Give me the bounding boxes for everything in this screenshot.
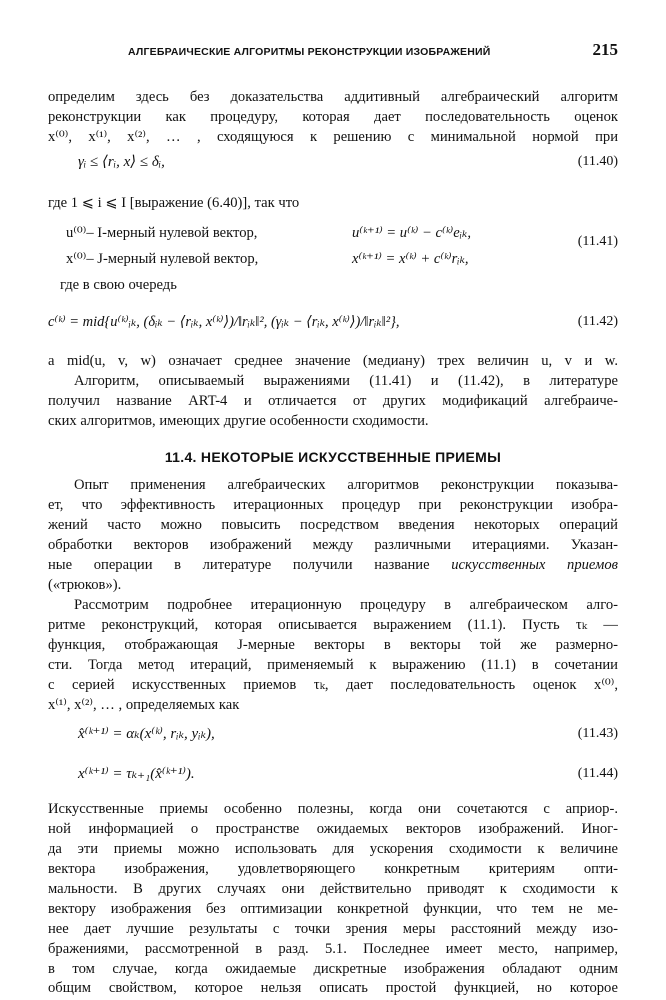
text-line: функция, отображающая J-мерные векторы в векторы той же размерно-: [48, 637, 618, 653]
text-line: а mid(u, v, w) означает среднее значение (медиану) трех величин u, v и w.: [48, 353, 618, 369]
equation-number: (11.43): [577, 726, 618, 741]
equation-row: x⁽ᵏ⁺¹⁾ = x⁽ᵏ⁾ + c⁽ᵏ⁾rᵢₖ,: [352, 251, 469, 267]
text-line: Опыт применения алгебраических алгоритмов реконструкции показыва-: [74, 477, 618, 493]
text-line: реконструкции как процедуру, которая дает последовательность оценок: [48, 109, 618, 125]
equation-11-42: [48, 310, 618, 334]
text-line: общим свойством, которое нельзя описать простой функцией, но которое: [48, 980, 618, 996]
equation-expression: x̂⁽ᵏ⁺¹⁾ = αₖ(x⁽ᵏ⁾, rᵢₖ, yᵢₖ),: [78, 726, 215, 742]
text-line: вектора изображения, удовлетворяющего конкретным критериям опти-: [48, 861, 618, 877]
equation-expression: γᵢ ≤ ⟨rᵢ, x⟩ ≤ δᵢ,: [78, 154, 165, 170]
text-line: Алгоритм, описываемый выражениями (11.41) и (11.42), в литературе: [74, 373, 618, 389]
equation-row: u⁽⁰⁾– I-мерный нулевой вектор,: [66, 225, 258, 241]
text-line: бражениями, рассмотренной в разд. 5.1. Последнее имеет место, например,: [48, 941, 618, 957]
text-line: ских алгоритмов, имеющих другие особенности сходимости.: [48, 413, 429, 429]
page-header: [48, 40, 618, 64]
text-line: Искусственные приемы особенно полезны, когда они сочетаются с априор-.: [48, 801, 618, 817]
emphasized-term: искусственных приемов: [451, 557, 618, 573]
text-line: получил название ART-4 и отличается от других модификаций алгебраиче-: [48, 393, 618, 409]
text-line: x⁽⁰⁾, x⁽¹⁾, x⁽²⁾, … , сходящуюся к решению с минимальной нормой при: [48, 129, 618, 145]
equation-expression: c⁽ᵏ⁾ = mid{u⁽ᵏ⁾ᵢₖ, (δᵢₖ − ⟨rᵢₖ, x⁽ᵏ⁾⟩)/‖rᵢₖ‖², (γᵢₖ − ⟨rᵢₖ, x⁽ᵏ⁾⟩)/‖rᵢₖ‖²},: [48, 314, 400, 330]
equation-11-40: [48, 150, 618, 174]
equation-row: u⁽ᵏ⁺¹⁾ = u⁽ᵏ⁾ − c⁽ᵏ⁾eᵢₖ,: [352, 225, 472, 241]
text-line: Рассмотрим подробнее итерационную процедуру в алгебраическом алго-: [74, 597, 618, 613]
text-line: где в свою очередь: [60, 277, 177, 293]
equation-number: (11.40): [577, 154, 618, 169]
equation-row: x⁽⁰⁾– J-мерный нулевой вектор,: [66, 251, 259, 267]
text-line: вектору изображения без оптимизации конкретной функции, что тем не ме-: [48, 901, 618, 917]
equation-expression: x⁽ᵏ⁺¹⁾ = τₖ₊₁(x̂⁽ᵏ⁺¹⁾).: [78, 766, 195, 782]
equation-number: (11.41): [577, 234, 618, 249]
text-line: ной информацией о пространстве ожидаемых векторов изображений. Иног-: [48, 821, 618, 837]
text-line: где 1 ⩽ i ⩽ I [выражение (6.40)], так что: [48, 195, 300, 211]
text-line: да эти приемы можно использовать для ускорения сходимости к величине: [48, 841, 618, 857]
text-line: определим здесь без доказательства аддитивный алгебраический алгоритм: [48, 89, 618, 105]
equation-11-44: [48, 762, 618, 786]
running-title: АЛГЕБРАИЧЕСКИЕ АЛГОРИТМЫ РЕКОНСТРУКЦИИ ИЗОБРАЖЕНИЙ: [128, 46, 491, 58]
text-line: жений часто можно повысить посредством введения некоторых операций: [48, 517, 618, 533]
equation-number: (11.42): [577, 314, 618, 329]
text-line: мальности. В других случаях они действительно приводят к сходимости к: [48, 881, 618, 897]
text-line: с серией искусственных приемов τₖ, дает последовательность оценок x⁽⁰⁾,: [48, 677, 618, 693]
text-line: [48, 556, 618, 575]
text-span: ные операции в литературе получили название: [48, 557, 430, 573]
text-line: нее дает лучшие результаты с точки зрения меры расстояний между изо-: [48, 921, 618, 937]
section-title: 11.4. НЕКОТОРЫЕ ИСКУССТВЕННЫЕ ПРИЕМЫ: [164, 449, 502, 465]
text-line: обработки векторов изображений между различными итерациями. Указан-: [48, 537, 618, 553]
text-line: в том случае, когда ожидаемые дискретные изображения обладают одним: [48, 961, 618, 977]
equation-11-41: [66, 220, 618, 270]
text-line: x⁽¹⁾, x⁽²⁾, … , определяемых как: [48, 697, 240, 713]
page-number: 215: [592, 40, 618, 59]
text-line: ритме реконструкций, которая описывается выражением (11.1). Пусть τₖ —: [48, 617, 618, 633]
equation-11-43: [48, 722, 618, 746]
text-line: («трюков»).: [48, 577, 122, 593]
text-line: ет, что эффективность итерационных процедур при реконструкции изобра-: [48, 497, 618, 513]
equation-number: (11.44): [577, 766, 618, 781]
text-line: сти. Тогда метод итераций, применяемый к выражению (11.1) в сочетании: [48, 657, 618, 673]
